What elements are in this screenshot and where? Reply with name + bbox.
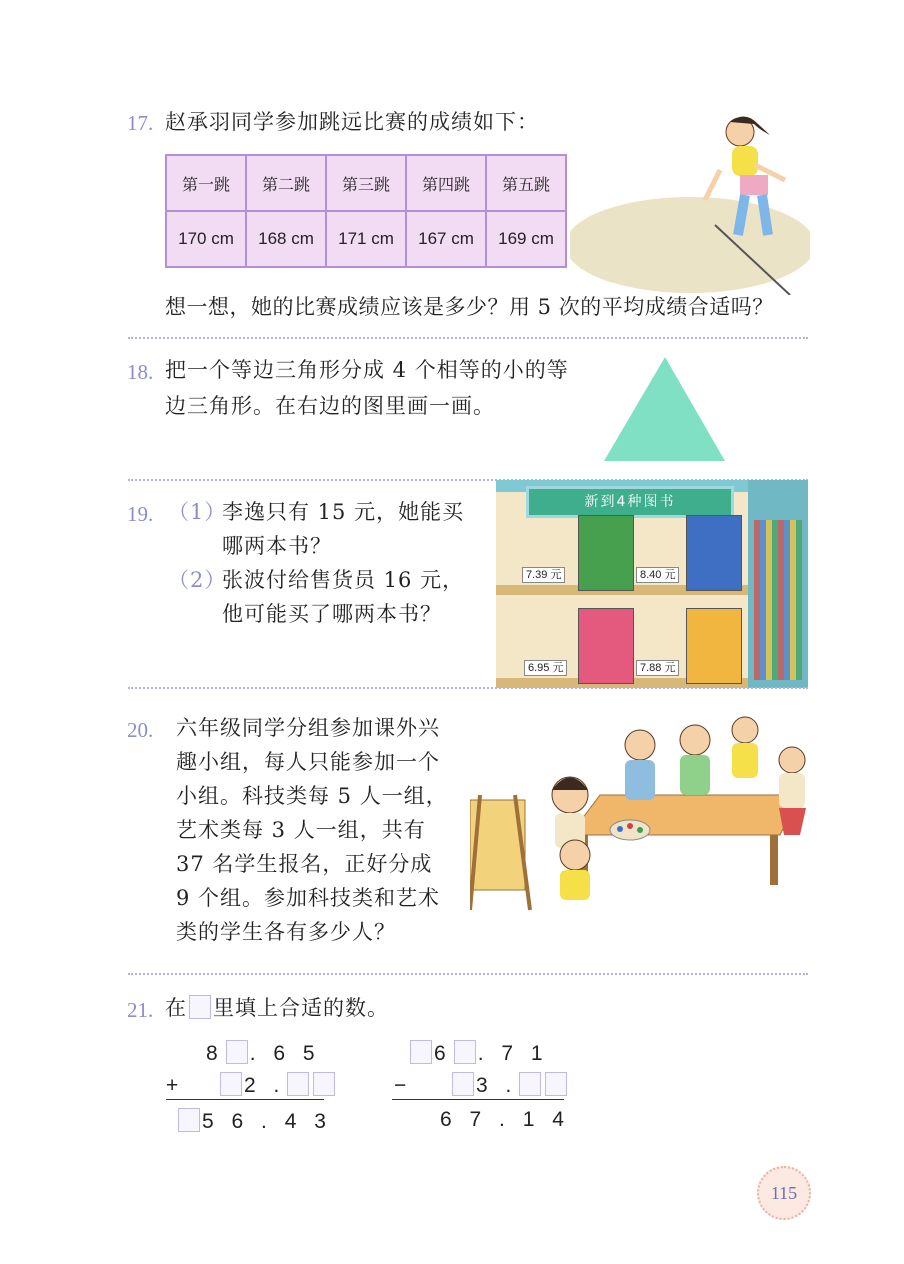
table-cell: 167 cm (406, 211, 486, 267)
answer-box[interactable] (452, 1072, 474, 1096)
q20-line: 趣小组，每人只能参加一个 (176, 750, 440, 774)
q21-text-after: 里填上合适的数。 (213, 996, 389, 1020)
book-4[interactable] (686, 608, 742, 684)
page-number: 115 (757, 1166, 811, 1220)
q18-number: 18. (127, 360, 154, 384)
answer-box[interactable] (287, 1072, 309, 1096)
answer-box[interactable] (454, 1040, 476, 1064)
book-2[interactable] (686, 515, 742, 591)
digit: 6 (434, 1042, 452, 1065)
answer-box[interactable] (410, 1040, 432, 1064)
q19-part2-label: （2） (168, 568, 227, 592)
sum-line (166, 1099, 324, 1100)
table-header: 第一跳 (166, 155, 246, 211)
answer-box[interactable] (313, 1072, 335, 1096)
digits: 3 . (475, 1074, 518, 1097)
divider (128, 337, 808, 339)
q21-number: 21. (127, 998, 154, 1022)
addition-result (176, 1108, 332, 1134)
subtraction-row-2 (394, 1072, 569, 1098)
q19-number: 19. (127, 502, 154, 526)
q21-text-before: 在 (165, 996, 187, 1020)
q17-number: 17. (127, 111, 154, 135)
q18-line2: 边三角形。在右边的图里画一画。 (165, 394, 495, 418)
q20-line: 9 个组。参加科技类和艺术 (176, 886, 441, 910)
price-tag: 7.88 元 (636, 660, 679, 676)
q17-question: 想一想，她的比赛成绩应该是多少？用 5 次的平均成绩合适吗？ (165, 295, 774, 319)
q20-line: 小组。科技类每 5 人一组， (176, 784, 448, 808)
addition-row-2 (166, 1072, 337, 1098)
long-jump-table (165, 154, 567, 268)
long-jump-illustration (570, 110, 810, 295)
digits: 5 6 . 4 3 (202, 1110, 332, 1133)
q19-part2-line2: 他可能买了哪两本书？ (222, 602, 442, 626)
table-cell: 171 cm (326, 211, 406, 267)
price-tag: 6.95 元 (524, 660, 567, 676)
minus-operator: − (394, 1074, 413, 1097)
q19-part2-line1: 张波付给售货员 16 元， (222, 568, 465, 592)
book-1[interactable] (578, 515, 634, 591)
answer-box[interactable] (178, 1108, 200, 1132)
table-header: 第三跳 (326, 155, 406, 211)
bookshelf-illustration (496, 480, 808, 688)
answer-box[interactable] (545, 1072, 567, 1096)
q20-line: 37 名学生报名，正好分成 (176, 852, 433, 876)
subtraction-result: 6 7 . 1 4 (440, 1108, 570, 1131)
q19-part1-line2: 哪两本书？ (222, 534, 332, 558)
difference-line (392, 1099, 564, 1100)
plus-operator: + (166, 1074, 185, 1097)
q20-number: 20. (127, 718, 154, 742)
price-tag: 8.40 元 (636, 567, 679, 583)
q20-line: 类的学生各有多少人？ (176, 920, 396, 944)
table-cell: 168 cm (246, 211, 326, 267)
price-tag: 7.39 元 (522, 567, 565, 583)
divider (128, 687, 808, 689)
q19-part1-label: （1） (168, 500, 227, 524)
shelf-sign: 新到4种图书 (526, 486, 734, 518)
digit: 8 (206, 1042, 224, 1065)
q17-text: 赵承羽同学参加跳远比赛的成绩如下： (165, 110, 539, 134)
table-header: 第二跳 (246, 155, 326, 211)
q20-line: 艺术类每 3 人一组，共有 (176, 818, 426, 842)
interest-group-illustration (470, 705, 815, 960)
q18-line1: 把一个等边三角形分成 4 个相等的小的等 (165, 358, 569, 382)
digits: 2 . (243, 1074, 286, 1097)
book-3[interactable] (578, 608, 634, 684)
table-header: 第四跳 (406, 155, 486, 211)
table-cell: 169 cm (486, 211, 566, 267)
divider (128, 973, 808, 975)
digits: . 6 5 (249, 1042, 321, 1065)
q19-part1-line1: 李逸只有 15 元，她能买 (222, 500, 465, 524)
equilateral-triangle[interactable] (604, 357, 726, 462)
subtraction-row-1 (408, 1040, 549, 1066)
answer-box[interactable] (189, 995, 211, 1019)
table-header: 第五跳 (486, 155, 566, 211)
q20-line: 六年级同学分组参加课外兴 (176, 716, 440, 740)
digits: . 7 1 (477, 1042, 549, 1065)
answer-box[interactable] (519, 1072, 541, 1096)
q21-text (165, 992, 389, 1024)
answer-box[interactable] (220, 1072, 242, 1096)
addition-row-1 (206, 1040, 321, 1066)
answer-box[interactable] (226, 1040, 248, 1064)
table-cell: 170 cm (166, 211, 246, 267)
